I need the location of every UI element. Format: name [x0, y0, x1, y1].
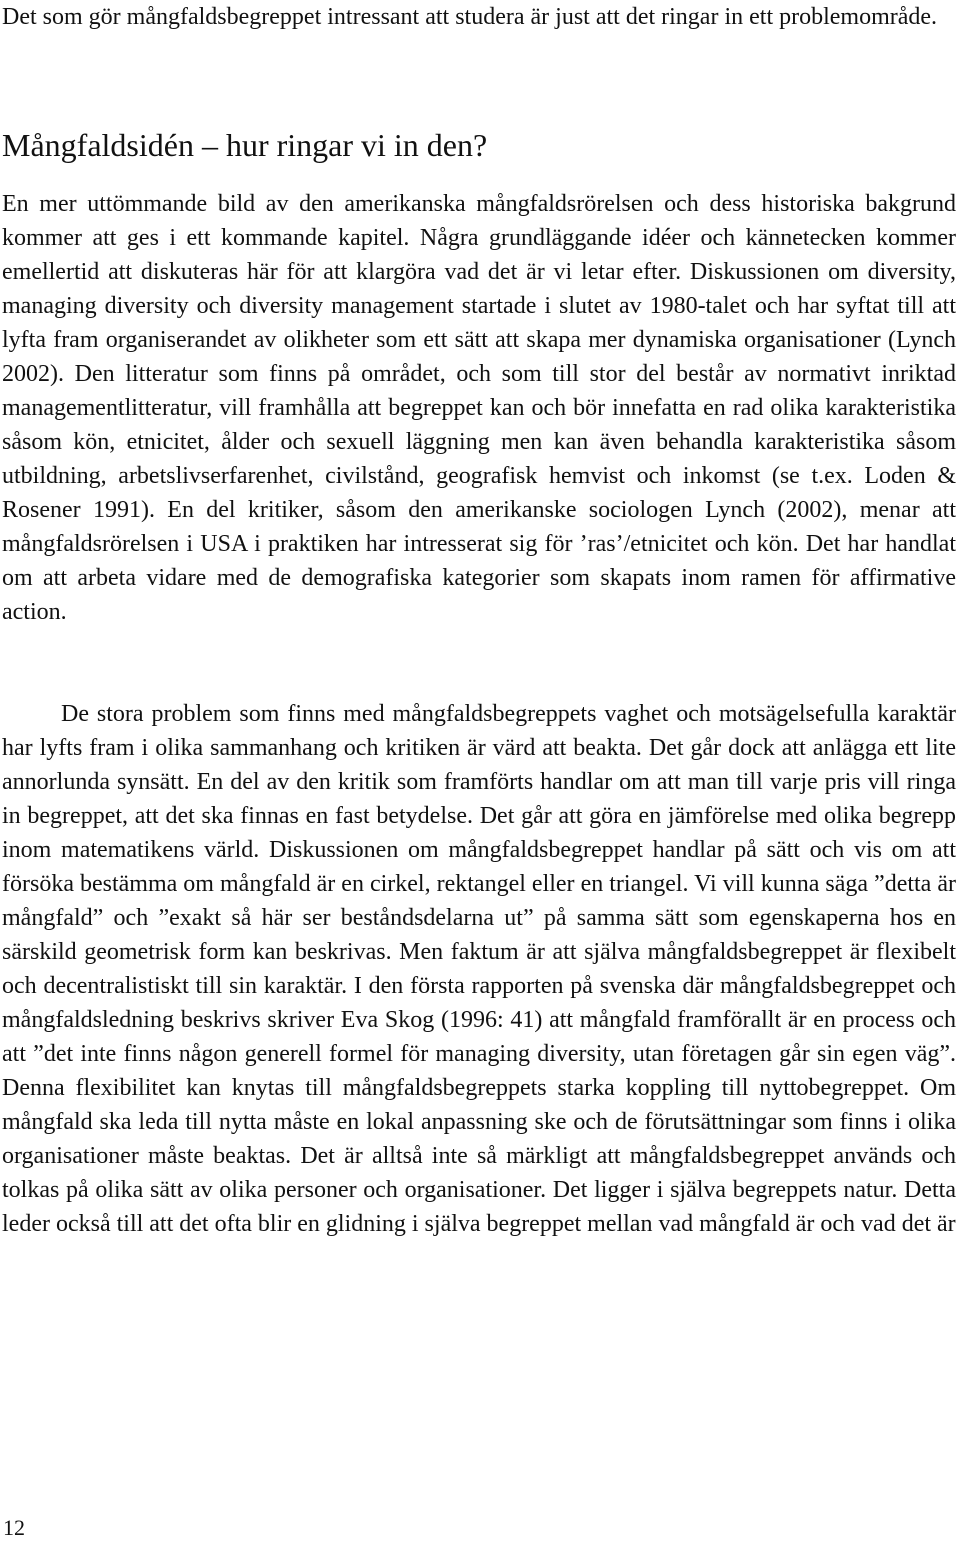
body-paragraph-2: De stora problem som finns med mångfaldsbegreppets vaghet och motsägelsefulla karaktär har lyfts fram i olika sammanhang och kritiken är värd att beakta. Det går dock att anlägga ett lite annorlunda synsätt. En del av den kritik som framförts handlar om att man till varje pris vill ringa in begreppet, att det ska finnas en fast betydelse. Det går att göra en jämförelse med olika begrepp inom matematikens värld. Diskussionen om mångfaldsbegreppet handlar på sätt och vis om att försöka bestämma om mångfald är en cirkel, rektangel eller en triangel. Vi vill kunna säga ”detta är mångfald” och ”exakt så här ser beståndsdelarna ut” på samma sätt som egenskaperna hos en särskild geometrisk form kan beskrivas. Men faktum är att själva mångfaldsbegreppet är flexibelt och decentralistiskt till sin karaktär. I den första rapporten på svenska där mångfaldsbegreppet och mångfaldsledning beskrivs skriver Eva Skog (1996: 41) att mångfald framförallt är en process och att ”det inte finns någon generell formel för managing diversity, utan företagen går sin egen väg”. Denna flexibilitet kan knytas till mångfaldsbegreppets starka koppling till nyttobegreppet. Om mångfald ska leda till nytta måste en lokal anpassning ske och de förutsättningar som finns i olika organisationer måste beaktas. Det är alltså inte så märkligt att mångfaldsbegreppet används och tolkas på olika sätt av olika personer och organisationer. Det ligger i själva begreppets natur. Detta leder också till att det ofta blir en glidning i själva begreppet mellan vad mångfald är och vad det är	[2, 701, 956, 1237]
section-heading: Mångfaldsidén – hur ringar vi in den?	[2, 127, 488, 163]
page-number: 12	[3, 1515, 25, 1540]
intro-paragraph: Det som gör mångfaldsbegreppet intressant att studera är just att det ringar in ett problemområde.	[2, 4, 938, 30]
body-paragraph-1: En mer uttömmande bild av den amerikanska mångfaldsrörelsen och dess historiska bakgrund kommer att ges i ett kommande kapitel. Några grundläggande idéer och kännetecken kommer emellertid att diskuteras här för att klargöra vad det är vi letar efter. Diskussionen om diversity, managing diversity och diversity management startade i slutet av 1980-talet och har syftat till att lyfta fram organiserandet av olikheter som ett sätt att skapa mer dynamiska organisationer (Lynch 2002). Den litteratur som finns på området, och som till stor del består av normativt inriktad managementlitteratur, vill framhålla att begreppet kan och bör innefatta en rad olika karakteristika såsom kön, etnicitet, ålder och sexuell läggning men kan även behandla karakteristika såsom utbildning, arbetslivserfarenhet, civilstånd, geografisk hemvist och inkomst (se t.ex. Loden & Rosener 1991). En del kritiker, såsom den amerikanske sociologen Lynch (2002), menar att mångfaldsrörelsen i USA i praktiken har intresserat sig för ’ras’/etnicitet och kön. Det har handlat om att arbeta vidare med de demografiska kategorier som skapats inom ramen för affirmative action.	[2, 191, 956, 625]
